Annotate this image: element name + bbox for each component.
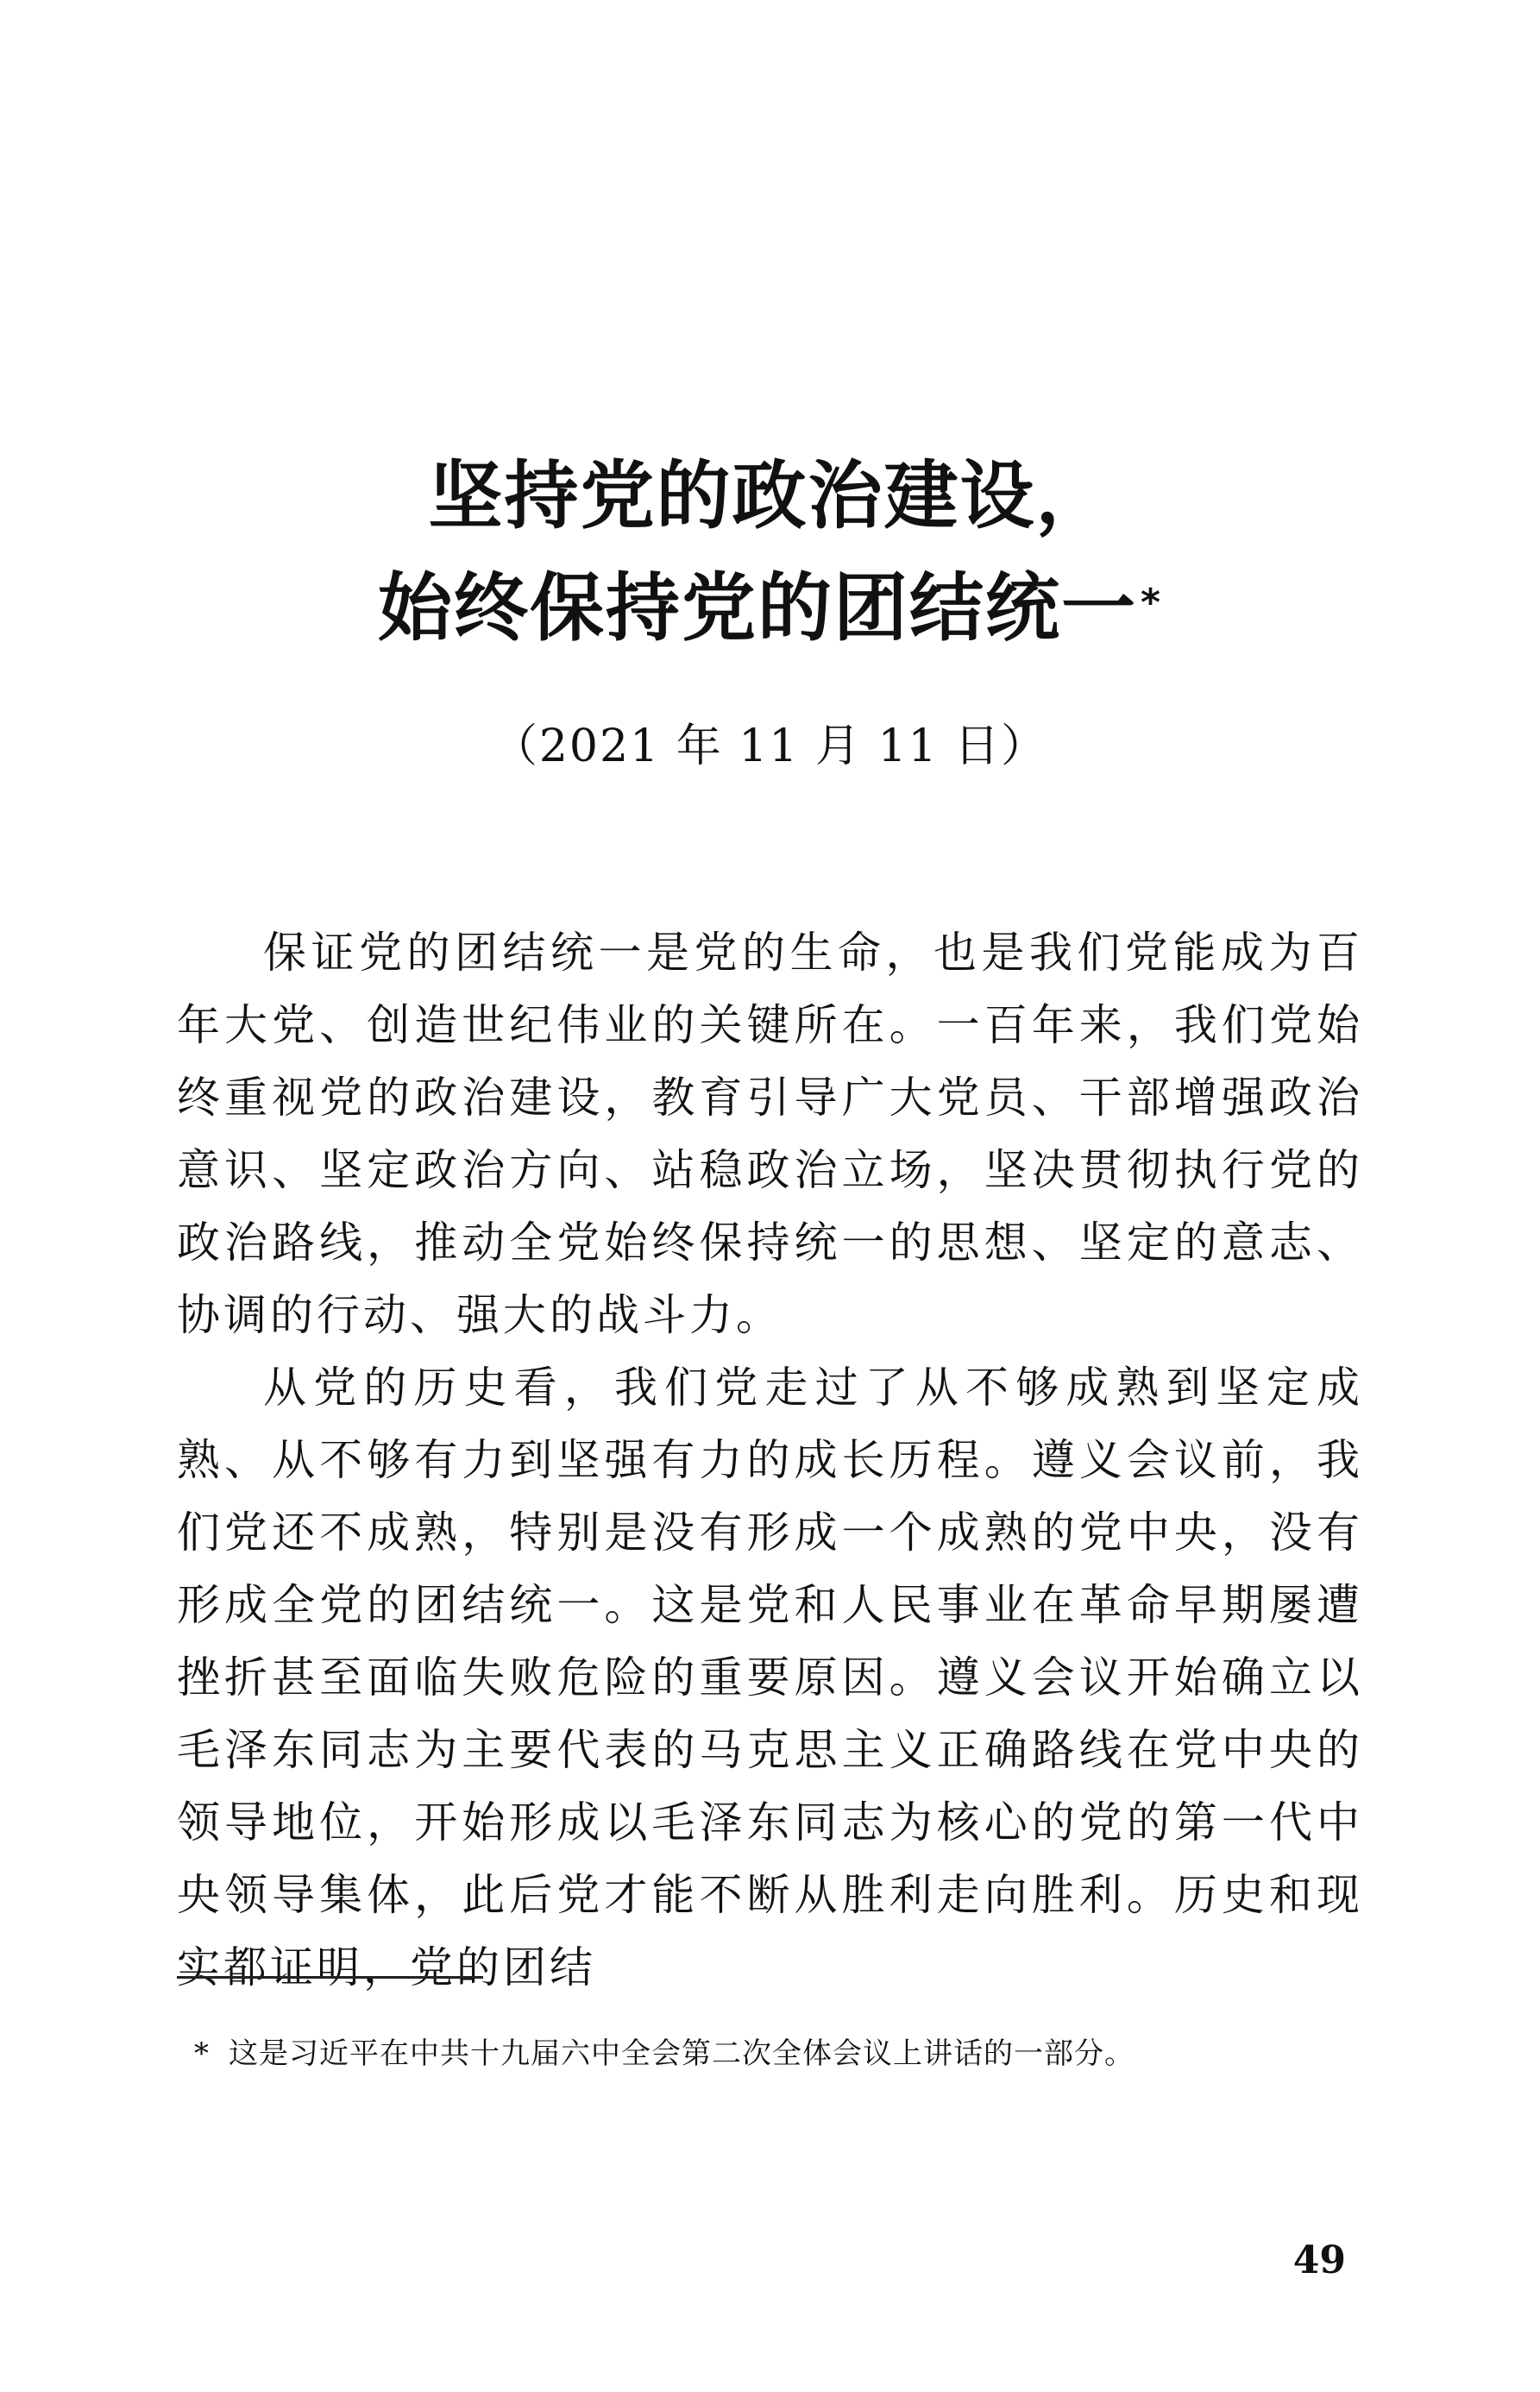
page-number: 49 <box>1292 2238 1346 2282</box>
footnote-text: 这是习近平在中共十九届六中全会第二次全体会议上讲话的一部分。 <box>229 2036 1135 2071</box>
body-text <box>177 916 1363 2004</box>
speech-date: （2021 年 11 月 11 日） <box>492 721 1048 772</box>
title-line-2 <box>0 561 1540 656</box>
footnote-divider <box>177 1976 483 1979</box>
title-footnote-marker: * <box>1140 581 1162 625</box>
title-line-2-text: 始终保持党的团结统一 <box>377 565 1137 652</box>
footnote <box>194 2032 1367 2075</box>
title-line-1-text: 坚持党的政治建设， <box>428 453 1112 539</box>
footnote-marker: * <box>194 2036 210 2071</box>
title-line-1 <box>0 449 1540 544</box>
paragraph-2: 从党的历史看，我们党走过了从不够成熟到坚定成熟、从不够有力到坚强有力的成长历程。遵义会议前，我们党还不成熟，特别是没有形成一个成熟的党中央，没有形成全党的团结统一。这是党和人民事业在革命早期屡遭挫折甚至面临失败危险的重要原因。遵义会议开始确立以毛泽东同志为主要代表的马克思主义正确路线在党中央的领导地位，开始形成以毛泽东同志为核心的党的第一代中央领导集体，此后党才能不断从胜利走向胜利。历史和现实都证明，党的团结 <box>177 1363 1363 1992</box>
paragraph-1: 保证党的团结统一是党的生命，也是我们党能成为百年大党、创造世纪伟业的关键所在。一百年来，我们党始终重视党的政治建设，教育引导广大党员、干部增强政治意识、坚定政治方向、站稳政治立场，坚决贯彻执行党的政治路线，推动全党始终保持统一的思想、坚定的意志、协调的行动、强大的战斗力。 <box>177 928 1363 1340</box>
